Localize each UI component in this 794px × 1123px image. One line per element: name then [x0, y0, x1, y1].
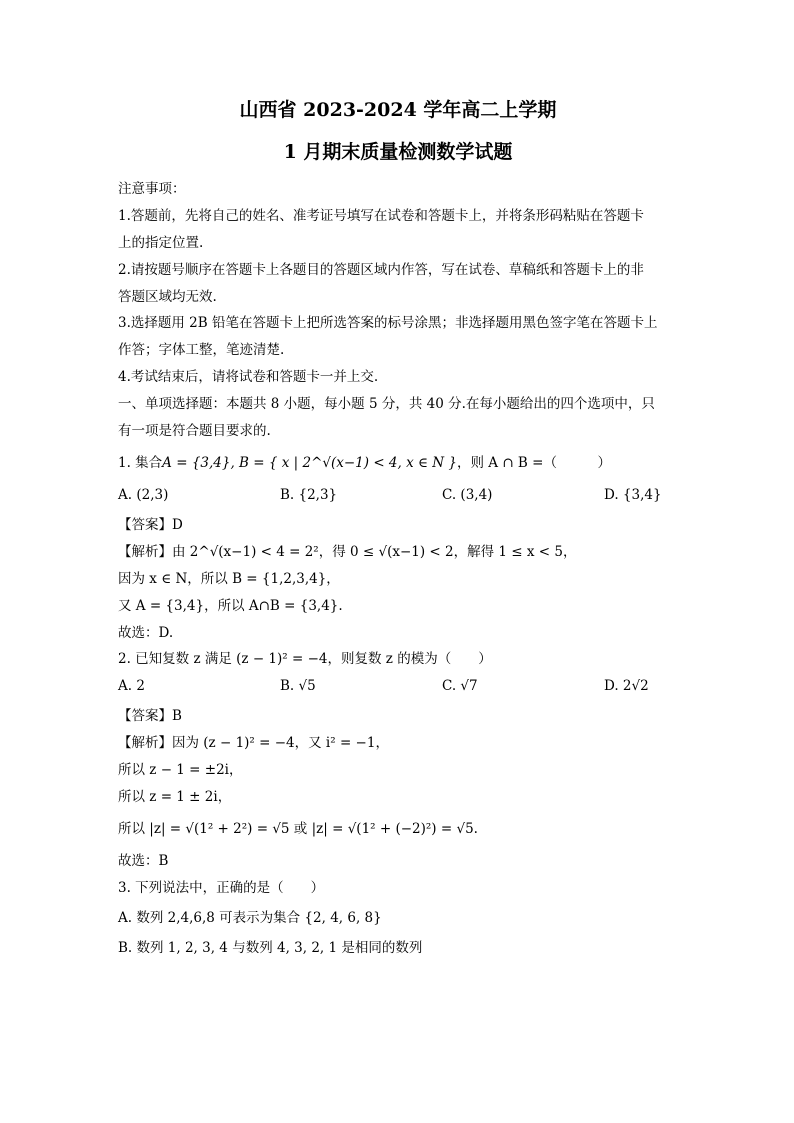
question-2-stem: 2. 已知复数 z 满足 (z − 1)² = −4，则复数 z 的模为（ ） — [118, 651, 492, 668]
section-heading: 一、单项选择题：本题共 8 小题，每小题 5 分，共 40 分.在每小题给出的四个选项中，只 — [118, 396, 655, 413]
option-d: D. 2√2 — [604, 678, 649, 695]
analysis-line: 因为 x ∈ N，所以 B = {1,2,3,4}， — [118, 570, 340, 587]
option-c: C. √7 — [442, 678, 478, 695]
section-heading-cont: 有一项是符合题目要求的. — [118, 423, 271, 440]
question-1-ask: ，则 A ∩ B =（ ） — [457, 455, 611, 472]
analysis-line: 所以 |z| = √(1² + 2²) = √5 或 |z| = √(1² + (−2)²) = √5. — [118, 821, 478, 838]
notice-item: 作答；字体工整，笔迹清楚. — [118, 342, 285, 359]
analysis-line: 所以 z = 1 ± 2i， — [118, 789, 232, 806]
notice-item: 答题区域均无效. — [118, 288, 217, 305]
exam-title-line1: 山西省 2023-2024 学年高二上学期 — [239, 99, 557, 121]
option-a: A. (2,3) — [118, 487, 169, 504]
option-a: A. 2 — [118, 678, 145, 695]
notice-item: 1.答题前，先将自己的姓名、准考证号填写在试卷和答题卡上，并将条形码粘贴在答题卡 — [118, 207, 644, 224]
question-1-stem — [118, 454, 678, 472]
analysis-line: 【解析】由 2^√(x−1) < 4 = 2²，得 0 ≤ √(x−1) < 2，解得 1 ≤ x < 5， — [118, 543, 577, 560]
option-d: D. {3,4} — [604, 487, 662, 504]
notice-item: 2.请按题号顺序在答题卡上各题目的答题区域内作答，写在试卷、草稿纸和答题卡上的非 — [118, 261, 644, 278]
question-2-options — [118, 677, 678, 695]
exam-page — [118, 98, 678, 966]
notice-heading: 注意事项： — [118, 181, 186, 197]
question-3-option-b: B. 数列 1, 2, 3, 4 与数列 4, 3, 2, 1 是相同的数列 — [118, 939, 423, 956]
answer-label: 【答案】D — [118, 517, 183, 534]
exam-title-line2: 1 月期末质量检测数学试题 — [283, 141, 513, 163]
analysis-line: 故选：D. — [118, 624, 174, 641]
analysis-line: 【解析】因为 (z − 1)² = −4，又 i² = −1， — [118, 735, 389, 752]
option-b: B. {2,3} — [280, 487, 338, 504]
notice-item: 上的指定位置. — [118, 234, 204, 251]
question-1-set-b: , B = { x | 2^√(x−1) < 4, x ∈ N } — [230, 455, 457, 472]
answer-label: 【答案】B — [118, 708, 182, 725]
analysis-line: 又 A = {3,4}，所以 A∩B = {3,4}. — [118, 597, 343, 614]
analysis-line: 所以 z − 1 = ±2i， — [118, 762, 243, 779]
notice-item: 4.考试结束后，请将试卷和答题卡一并上交. — [118, 369, 379, 386]
option-c: C. (3,4) — [442, 487, 493, 504]
question-3-option-a: A. 数列 2,4,6,8 可表示为集合 {2, 4, 6, 8} — [118, 909, 382, 926]
analysis-line: 故选：B — [118, 853, 169, 870]
question-1-set-a: A = {3,4} — [162, 455, 231, 472]
question-3-stem: 3. 下列说法中，正确的是（ ） — [118, 879, 325, 896]
option-b: B. √5 — [280, 678, 316, 695]
question-1-prefix: 1. 集合 — [118, 455, 163, 472]
question-1-options — [118, 486, 678, 504]
notice-item: 3.选择题用 2B 铅笔在答题卡上把所选答案的标号涂黑；非选择题用黑色签字笔在答题卡上 — [118, 315, 658, 332]
